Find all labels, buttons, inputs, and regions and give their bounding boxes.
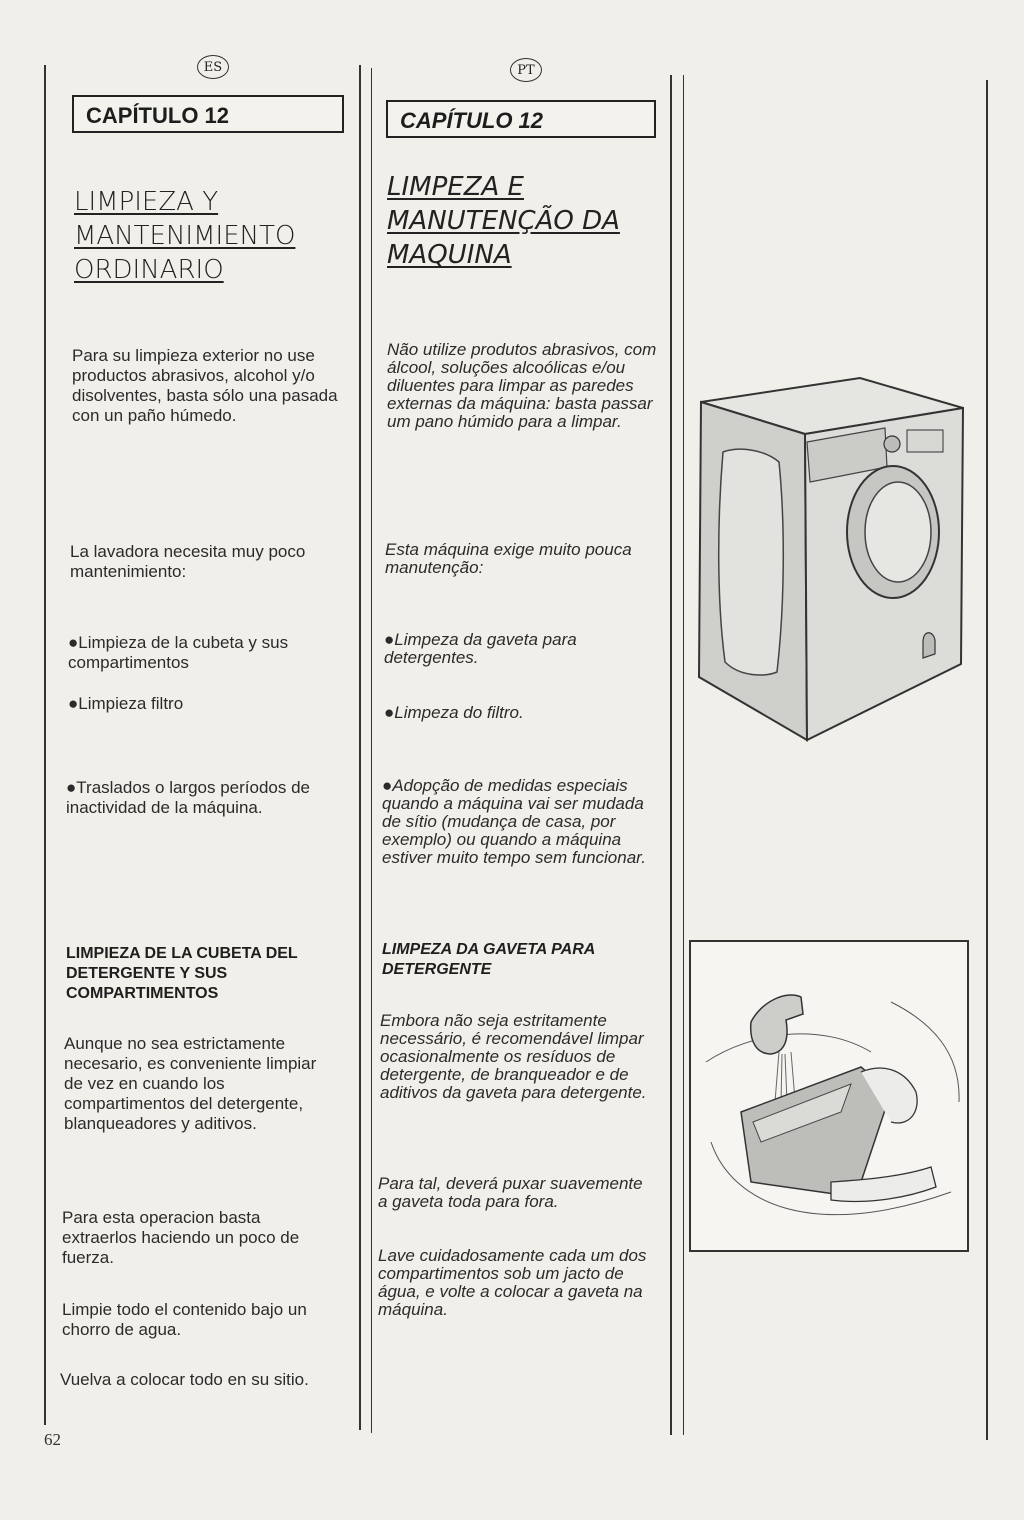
pt-language-badge: PT bbox=[510, 58, 542, 82]
column-rule-left bbox=[44, 65, 46, 1425]
drawer-cleaning-illustration-frame bbox=[689, 940, 969, 1252]
pt-paragraph-2: Para tal, deverá puxar suavemente a gaveta toda para fora. bbox=[378, 1174, 643, 1211]
es-title-line-1: LIMPIEZA Y bbox=[74, 187, 219, 217]
es-title-line-2: MANTENIMIENTO bbox=[74, 221, 296, 251]
column-rule-mid2 bbox=[371, 68, 372, 1433]
pt-bullet-2: ● Limpeza do filtro. bbox=[384, 704, 654, 722]
es-paragraph-4: Vuelva a colocar todo en su sitio. bbox=[60, 1370, 309, 1389]
es-bullet-1: ● Limpieza de la cubeta y sus compartimentos bbox=[68, 633, 338, 673]
es-section-title bbox=[74, 185, 295, 287]
pt-chapter-heading: CAPÍTULO 12 bbox=[386, 100, 656, 138]
pt-bullet-3: ● Adopção de medidas especiais quando a máquina vai ser mudada de sítio (mudança de casa, por exemplo) ou quando a máquina estiver muito tempo sem funcionar. bbox=[382, 777, 654, 867]
pt-title-line-1: LIMPEZA E bbox=[387, 172, 524, 202]
es-language-badge: ES bbox=[197, 55, 229, 79]
es-bullet-2: ● Limpieza filtro bbox=[68, 694, 338, 714]
es-paragraph-2: Para esta operacion basta extraerlos haciendo un poco de fuerza. bbox=[62, 1208, 300, 1267]
pt-paragraph-3: Lave cuidadosamente cada um dos compartimentos sob um jacto de água, e volte a colocar a gaveta na máquina. bbox=[378, 1246, 647, 1319]
es-paragraph-3: Limpie todo el contenido bajo un chorro de agua. bbox=[62, 1300, 307, 1339]
pt-title-line-3: MAQUINA bbox=[387, 240, 512, 270]
pt-title-line-2: MANUTENÇÃO DA bbox=[387, 206, 620, 236]
es-intro-text: Para su limpieza exterior no use productos abrasivos, alcohol y/o disolventes, basta sólo una pasada con un paño húmedo. bbox=[72, 346, 338, 425]
es-chapter-heading: CAPÍTULO 12 bbox=[72, 95, 344, 133]
es-maintenance-text: La lavadora necesita muy poco mantenimiento: bbox=[70, 542, 306, 581]
column-rule-right bbox=[670, 75, 672, 1435]
es-subsection-heading: LIMPIEZA DE LA CUBETA DEL DETERGENTE Y SUS COMPARTIMENTOS bbox=[66, 945, 298, 1002]
es-title-line-3: ORDINARIO bbox=[74, 255, 224, 285]
pt-intro-text: Não utilize produtos abrasivos, com álcool, soluções alcoólicas e/ou diluentes para limpar as paredes externas da máquina: basta passar um pano húmido para a limpar. bbox=[387, 340, 657, 431]
drawer-under-tap-illustration bbox=[691, 942, 967, 1250]
pt-maintenance-text: Esta máquina exige muito pouca manutenção: bbox=[385, 540, 632, 577]
page-number: 62 bbox=[44, 1430, 61, 1449]
column-rule-edge bbox=[986, 80, 988, 1440]
es-bullet-3: ● Traslados o largos períodos de inactividad de la máquina. bbox=[66, 778, 338, 818]
es-paragraph-1: Aunque no sea estrictamente necesario, es conveniente limpiar de vez en cuando los compartimentos del detergente, blanqueadores y aditivos. bbox=[64, 1034, 317, 1133]
washing-machine-illustration bbox=[695, 372, 970, 744]
pt-paragraph-1: Embora não seja estritamente necessário, é recomendável limpar ocasionalmente os resíduos de detergente, de branqueador e de aditivos da gaveta para detergente. bbox=[380, 1011, 647, 1102]
column-rule-mid bbox=[359, 65, 361, 1430]
pt-subsection-heading: LIMPEZA DA GAVETA PARA DETERGENTE bbox=[382, 941, 595, 978]
column-rule-right2 bbox=[683, 75, 684, 1435]
pt-section-title bbox=[387, 170, 620, 272]
pt-bullet-1: ● Limpeza da gaveta para detergentes. bbox=[384, 631, 654, 667]
